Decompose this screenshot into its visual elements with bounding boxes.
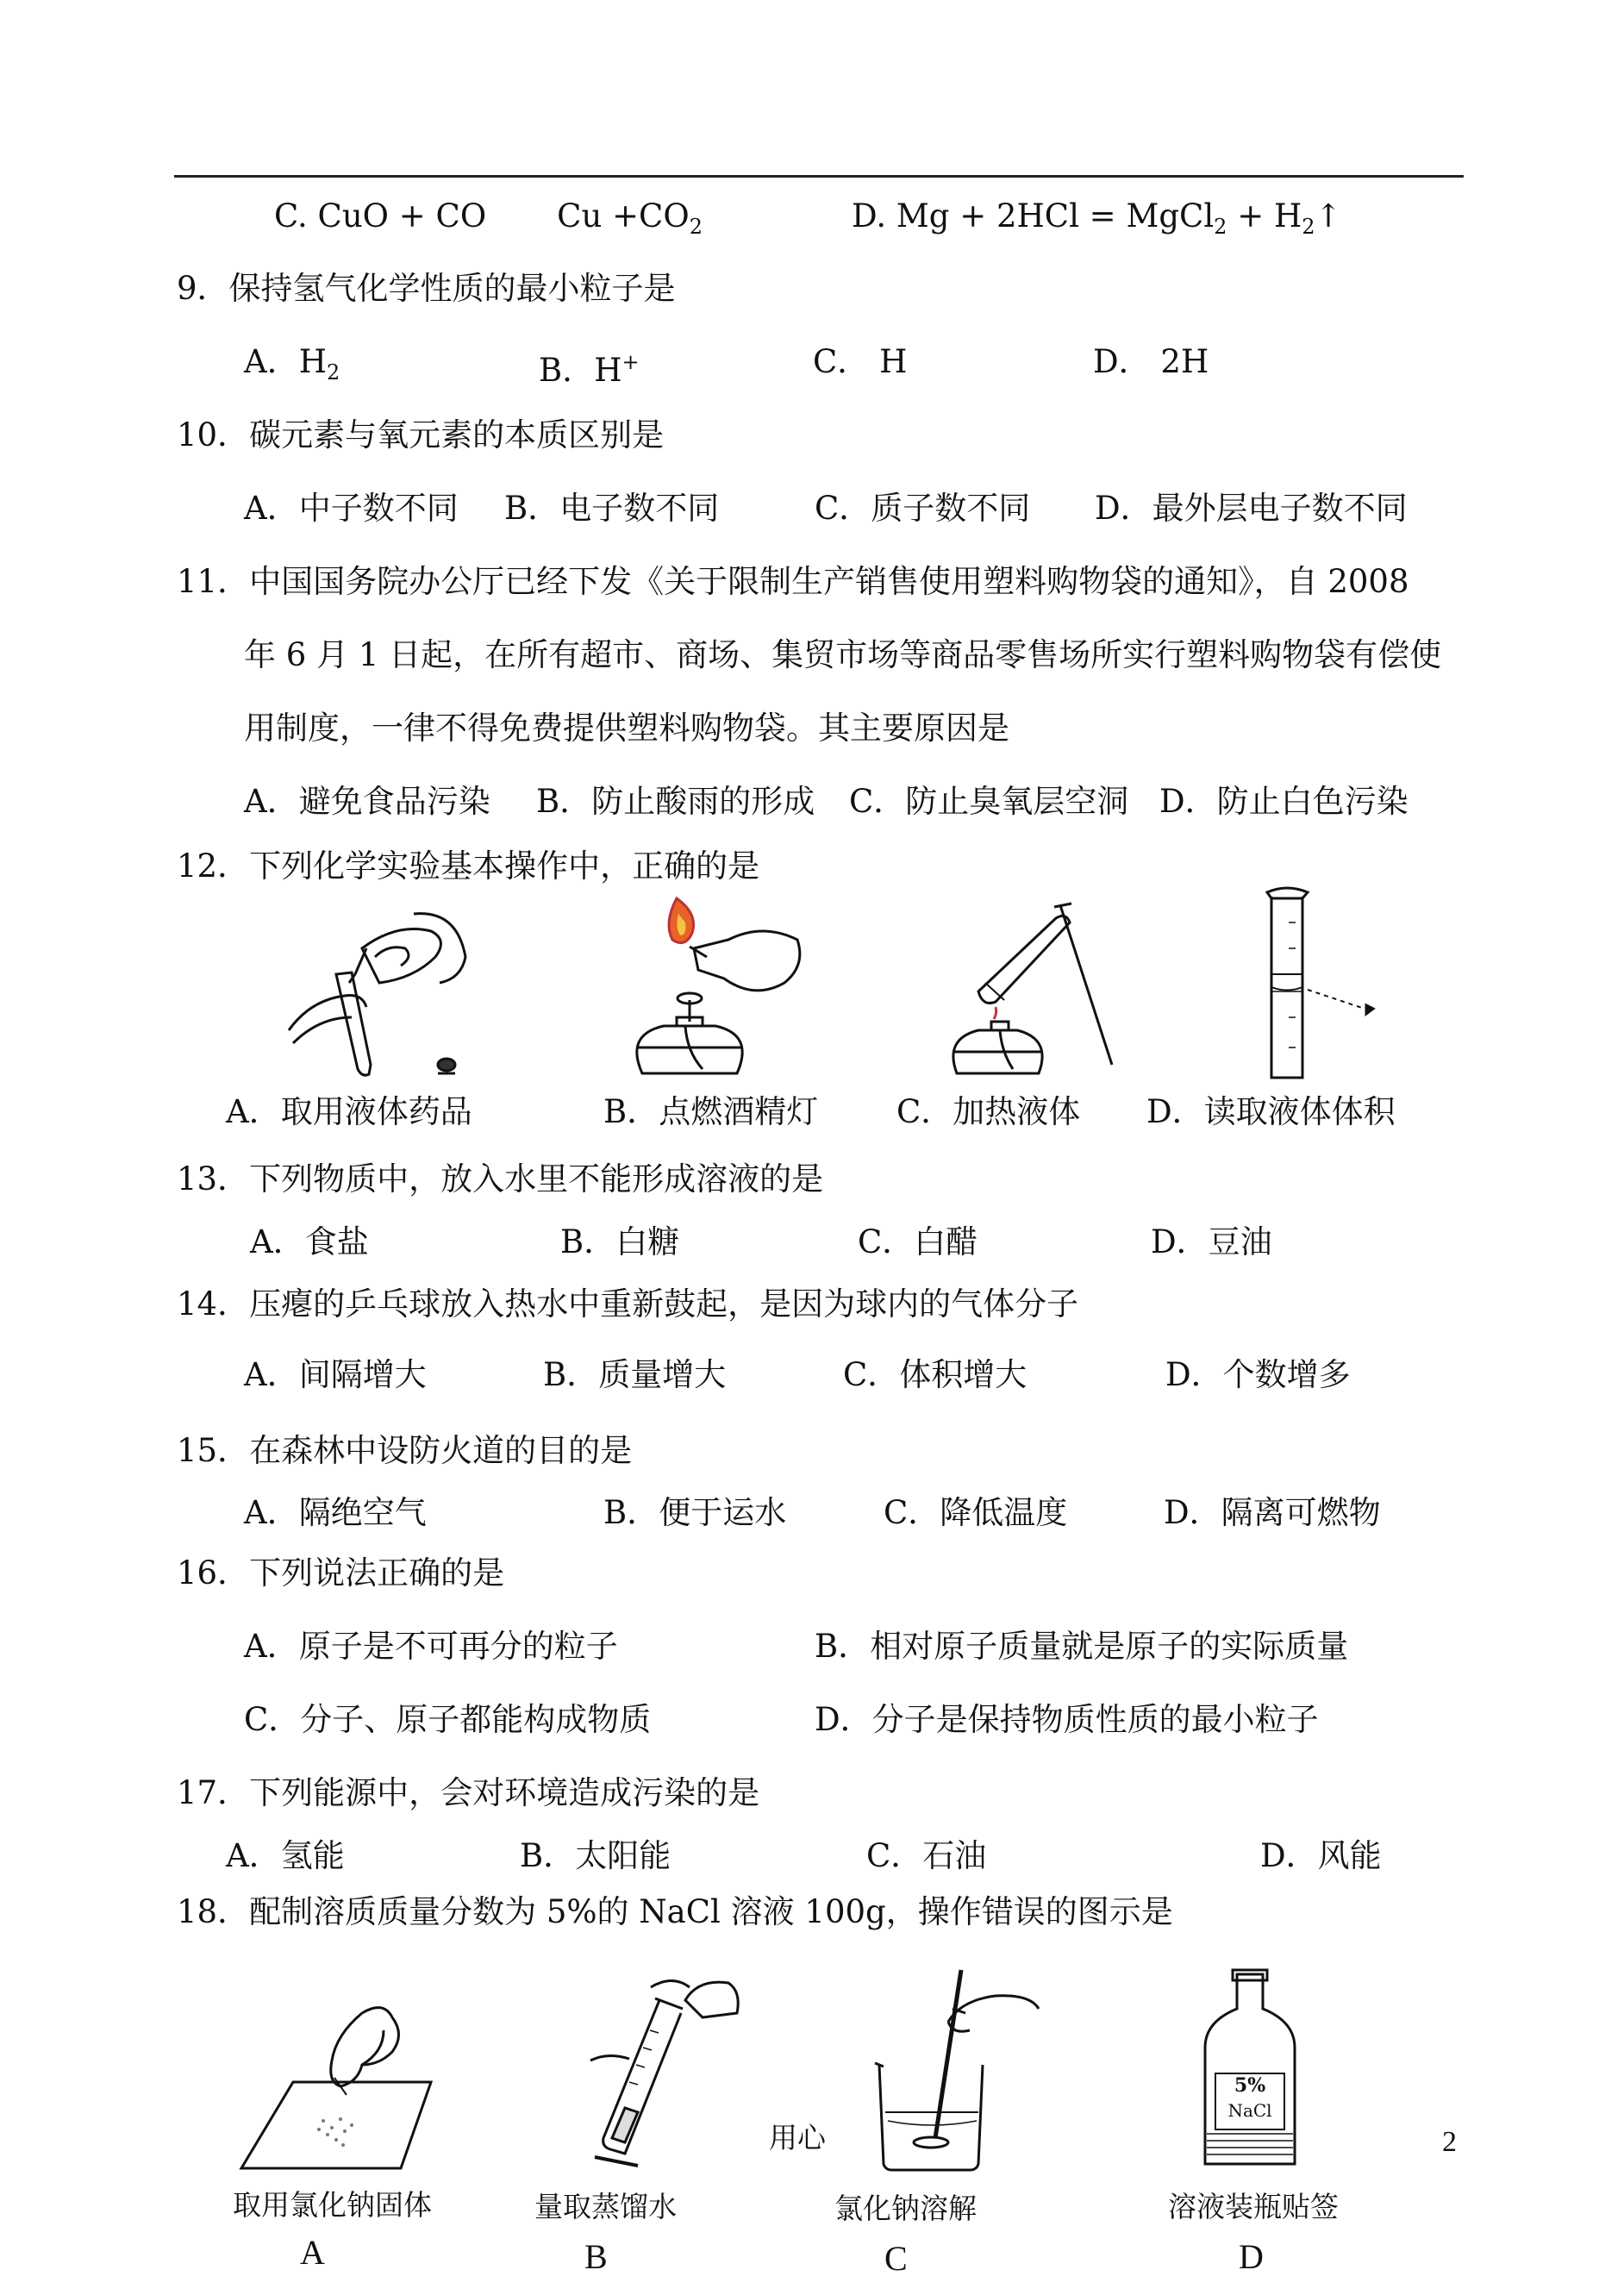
q13-option-b: B．白糖	[560, 1223, 680, 1260]
q18-figure-dissolve	[866, 1961, 1043, 2173]
header-rule	[174, 175, 1464, 178]
q8-option-c: C. CuO + CO $Cu +CO_2$	[274, 197, 703, 239]
q16-option-b: B．相对原子质量就是原子的实际质量	[815, 1628, 1349, 1665]
q16-option-d: D．分子是保持物质性质的最小粒子	[815, 1701, 1319, 1738]
bottle-label-name: NaCl	[1227, 2100, 1272, 2121]
q18-caption-a: 取用氯化钠固体	[233, 2188, 432, 2222]
q13-stem: 13．下列物质中，放入水里不能形成溶液的是	[177, 1160, 824, 1198]
q13-option-a: A．食盐	[250, 1223, 369, 1260]
q17-stem: 17．下列能源中，会对环境造成污染的是	[177, 1774, 760, 1811]
q18-letter-d: D	[1239, 2237, 1264, 2276]
q18-letter-a: A	[300, 2233, 325, 2272]
bottle-label-percent: 5%	[1234, 2074, 1266, 2097]
q11-stem-line2: 年 6 月 1 日起，在所有超市、商场、集贸市场等商品零售场所实行塑料购物袋有偿使	[244, 636, 1442, 673]
q15-option-d: D．隔离可燃物	[1164, 1494, 1381, 1531]
q18-stem: 18．配制溶质质量分数为 5%的 NaCl 溶液 100g，操作错误的图示是	[177, 1893, 1173, 1930]
q17-option-a: A．氢能	[226, 1837, 345, 1874]
q9-option-a: A．$H_2$	[244, 343, 340, 385]
q16-option-a: A．原子是不可再分的粒子	[244, 1628, 618, 1665]
q18-caption-b: 量取蒸馏水	[534, 2190, 677, 2223]
q12-figure-light-lamp	[625, 888, 810, 1082]
q18-figure-take-solid	[233, 2000, 440, 2173]
q9-option-c: C． H	[813, 343, 908, 380]
footer-text: 用心	[769, 2121, 826, 2154]
q9-option-b: B．H+	[539, 350, 640, 389]
q11-option-b: B．防止酸雨的形成	[536, 783, 815, 820]
q18-caption-c: 氯化钠溶解	[834, 2192, 977, 2225]
q15-stem: 15．在森林中设防火道的目的是	[177, 1432, 633, 1469]
q11-option-c: C．防止臭氧层空洞	[849, 783, 1129, 820]
q16-stem: 16．下列说法正确的是	[177, 1554, 505, 1591]
q12-option-b: B．点燃酒精灯	[603, 1093, 819, 1130]
q12-stem: 12．下列化学实验基本操作中，正确的是	[177, 847, 760, 885]
q8-option-d: D. Mg + 2HCl = MgCl$_2$ + $H_2↑$	[852, 197, 1342, 239]
gas-arrow: ↑	[1315, 197, 1342, 235]
q18-figure-label-bottle	[1198, 1970, 1302, 2168]
q15-option-a: A．隔绝空气	[244, 1494, 427, 1531]
q15-option-c: C．降低温度	[884, 1494, 1068, 1531]
q13-option-c: C．白醋	[858, 1223, 978, 1260]
q17-option-b: B．太阳能	[520, 1837, 671, 1874]
q18-caption-d: 溶液装瓶贴签	[1168, 2190, 1339, 2223]
q17-option-c: C．石油	[866, 1837, 987, 1874]
q11-stem-line3: 用制度，一律不得免费提供塑料购物袋。其主要原因是	[244, 710, 1009, 747]
q17-option-d: D．风能	[1260, 1837, 1382, 1874]
q12-option-c: C．加热液体	[896, 1093, 1081, 1130]
q14-option-d: D．个数增多	[1165, 1356, 1351, 1393]
q14-stem: 14．压瘪的乒乓球放入热水中重新鼓起，是因为球内的气体分子	[177, 1285, 1079, 1323]
q10-option-d: D．最外层电子数不同	[1095, 490, 1408, 527]
q16-option-c: C．分子、原子都能构成物质	[244, 1701, 652, 1738]
q12-option-d: D．读取液体体积	[1146, 1093, 1396, 1130]
q14-option-a: A．间隔增大	[244, 1356, 427, 1393]
q10-stem: 10．碳元素与氧元素的本质区别是	[177, 416, 665, 453]
q18-letter-c: C	[884, 2239, 908, 2278]
page-number: 2	[1442, 2126, 1457, 2158]
q18-figure-measure-water	[586, 1966, 750, 2168]
q13-option-d: D．豆油	[1151, 1223, 1272, 1260]
q12-figure-heat-liquid	[944, 897, 1116, 1078]
q9-stem: 9．保持氢气化学性质的最小粒子是	[177, 270, 676, 307]
q11-stem-line1: 11．中国国务院办公厅已经下发《关于限制生产销售使用塑料购物袋的通知》，自 2008	[177, 563, 1409, 600]
q10-option-b: B．电子数不同	[504, 490, 720, 527]
q9-option-d: D． 2H	[1093, 343, 1209, 380]
q18-letter-b: B	[584, 2237, 608, 2276]
q10-option-a: A．中子数不同	[244, 490, 459, 527]
q11-option-a: A．避免食品污染	[244, 783, 490, 820]
q12-figure-pour-liquid	[284, 897, 474, 1082]
q12-option-a: A．取用液体药品	[226, 1093, 472, 1130]
q12-figure-read-volume	[1254, 888, 1392, 1082]
q11-option-d: D．防止白色污染	[1159, 783, 1409, 820]
q14-option-c: C．体积增大	[843, 1356, 1027, 1393]
q15-option-b: B．便于运水	[603, 1494, 787, 1531]
q10-option-c: C．质子数不同	[815, 490, 1031, 527]
q14-option-b: B．质量增大	[543, 1356, 727, 1393]
